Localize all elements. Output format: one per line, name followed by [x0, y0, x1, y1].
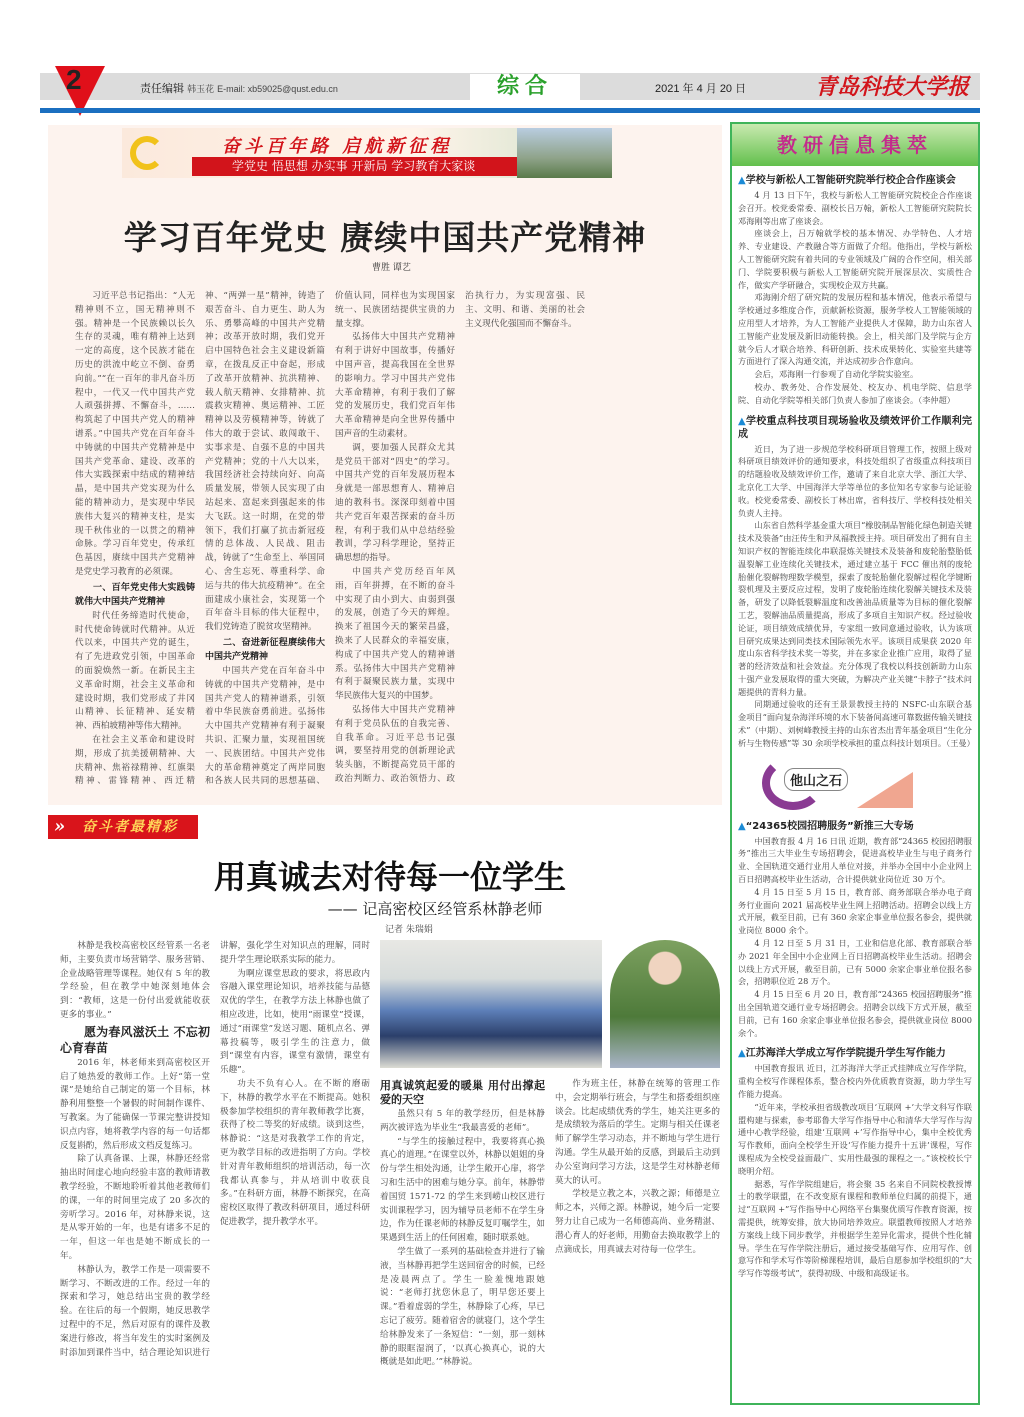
news-title: [738, 174, 972, 187]
paragraph: 学生做了一系列的基础检查并进行了输液，当林静再把学生送回宿舍的时候，已经是凌晨两点了。学生一脸羞愧地跟她说：“老师打扰您休息了，明早您还要上课。”看着虚弱的学生，林静除了心疼，早已忘记了疲劳。随着宿舍的就寝门，这个学生给林静发来了一条短信：“一刻，那一刻林静的眼眶湿润了，‘以真心换真心，说的大概就是如此吧。’”林静说。: [380, 1246, 545, 1368]
editor-email: E-mail: xb59025@qust.edu.cn: [217, 84, 338, 94]
article1-title: 学习百年党史 赓续中国共产党精神: [123, 218, 647, 257]
paragraph: 4 月 13 日下午，我校与新松人工智能研究院校企合作座谈会召开。校党委常委、副校长吕万翰，新松人工智能研究院院长邓海刚等出席了座谈会。: [738, 190, 972, 226]
triangle-icon: ▲: [738, 820, 746, 832]
issue-date: 2021 年 4 月 20 日: [655, 83, 747, 95]
paragraph: 校办、教务处、合作发展处、校友办、机电学院、信息学院、自动化学院等相关部门负责人参加了座谈会。（李仲超）: [738, 381, 972, 405]
article2-subtitle: —— 记高密校区经管系林静老师: [327, 900, 543, 918]
paragraph: 作为班主任，林静在统筹的管理工作中，会定期举行班会，与学生和搭委组织座谈会。比起成绩优秀的学生，她关注更多的是成绩较为落后的学生。定期与相关任课老师了解学生学习动态，并不断地与学生进行沟通。学生从最开始的反感，到最后主动到办公室询问学习方法，这是学生对林静老师莫大的认可。: [555, 1079, 720, 1186]
news-title-text: 江苏海洋大学成立写作学院提升学生写作能力: [745, 1048, 946, 1060]
page-number: 2: [66, 64, 82, 95]
paragraph: 学校是立教之本，兴教之源；师德是立师之本，兴师之源。林静说，她今后一定要努力让自己成为一名师德高尚、业务精湛、潜心育人的好老师，用勤奋去换取教学上的点滴成长，用真诚去对待每一位学生。: [555, 1189, 720, 1255]
article2-body-right: [380, 1078, 720, 1385]
paragraph: 4 月 12 日至 5 月 31 日，工业和信息化部、教育部联合举办 2021 年全国中小企业网上百日招聘高校毕业生活动。招聘会以线上方式开展，截至目前，已有 5000 余家企事业单位报名参会，招聘职位近 28 万个。: [738, 938, 972, 987]
news-title-text: 学校与新松人工智能研究院举行校企合作座谈会: [745, 175, 956, 186]
column-kicker: » 奋斗者最精彩: [48, 815, 198, 839]
sidebar-title: 教研信息集萃: [732, 124, 978, 166]
paragraph: 在社会主义革命和建设时期，形成了抗美援朝精神、大庆精神、焦裕禄精神、红旗渠精神、雷锋精神、西迁精神、“两弹一星”精神，铸造了艰苦奋斗、自力更生、助人为乐、勇攀高峰的中国共产党精神；改革开放时期，我们党开启中国特色社会主义建设新篇章，在拨乱反正中奋起，形成了改革开放精神、抗洪精神、载人航天精神、女排精神、抗震救灾精神、奥运精神、工匠精神以及劳模精神等，铸就了伟大的敢于尝试、敢闯敢干、实事求是、自强不息的中国共产党精神；党的十八大以来，我国经济社会持续向好、向高质量发展，带领人民实现了由站起来、富起来到强起来的伟大飞跃。这一时期，在党的带领下，我们打赢了抗击新冠疫情的总体战、人民战、阻击战，铸就了“生命至上、举国同心、舍生忘死、尊重科学、命运与共的伟大抗疫精神”。在全面建成小康社会，实现第一个百年奋斗目标的伟大征程中，我们党铸造了脱贫攻坚精神。: [75, 291, 325, 787]
sidebar-news-2: [732, 812, 978, 1280]
sidebar-news-1: [732, 166, 978, 750]
teacher-portrait: [610, 940, 720, 1068]
paragraph: 中国共产党在百年奋斗中铸就的中国共产党精神，是中国共产党人的精神谱系，引领着中华民族奋勇前进。弘扬伟大中国共产党精神有利于凝聚共识、汇聚力量，实现祖国统一、民族团结。中国共产党伟大的革命精神奠定了两岸同胞和各族人民共同的思想基础、价值认同，同样也为实现国家统一、民族团结提供宝贵的力量支撑。: [205, 291, 455, 787]
article2-body-left: [60, 940, 370, 1385]
section-heading: 二、奋进新征程赓续伟大中国共产党精神: [205, 637, 325, 662]
editor-name: 韩玉花: [187, 84, 215, 94]
news-title-text: “24365校园招聘服务”新推三大专场: [745, 820, 914, 832]
news-title-text: 学校重点科技项目现场验收及绩效评价工作顺利完成: [738, 415, 972, 440]
paragraph: 功夫不负有心人。在不断的磨砺下，林静的教学水平在不断提高。她积极参加学校组织的青年教师教学比赛，获得了校二等奖的好成绩。谈到这些，林静说：“这是对我教学工作的肯定，更为教学目标的改进指明了方向。学校针对青年教师组织的培训活动，每一次我都认真参与，并从培训中收获良多。”在科研方面，林静不断探究，在高密校区取得了教改科研项目，通过科研促进教学，提升教学水平。: [220, 1078, 370, 1227]
paragraph: 4 月 15 日至 5 月 15 日，教育部、商务部联合举办电子商务行业面向 2021 届高校毕业生网上招聘活动。招聘会以线上方式开展，截至目前，已有 360 余家企事业单位报名参会，提供就业岗位 8000 余个。: [738, 886, 972, 936]
paragraph: 4 月 15 日至 6 月 20 日，教育部“24365 校园招聘服务”推出全国轨道交通行业专场招聘会。招聘会以线下方式开展，截至目前，已有 160 余家企事业单位报名参会，提供就业岗位 8000 余个。: [738, 989, 972, 1038]
paragraph: 山东省自然科学基金重大项目“橡胶制品智能化绿色制造关键技术及装备”由汪传生和尹凤福教授主持。项目研发出了拥有自主知识产权的智能连续化串联混炼关键技术及装备和废轮胎整胎低温裂解工业连续化关键技术，通过建立基于 FCC 催出剂的废轮胎催化裂解物理数学模型，探索了废轮胎催化裂解过程化学键断裂机理及主要反应过程，发明了废轮胎连续化裂解关键技术及装备，研发了以降低裂解温度和改善油品质量等为目标的催化裂解工艺，裂解油品质量提高，形成了多项自主知识产权。经过验收论证，项目绩效成绩优异，专家组一致同意通过验收，认为该项目研究成果达到同类技术国际领先水平。该项目成果获 2020 年度山东省科学技术奖一等奖，并在多家企业推广应用，取得了显著的经济效益和社会效益。充分体现了我校以科技创新助力山东十强产业发展取得的重大突破，为解决产业关键“卡脖子”技术问题提供的青科力量。: [738, 520, 972, 697]
paragraph: “与学生的接触过程中，我要将真心换真心的道理。”在课堂以外，林静以姐姐的身份与学生相处沟通，让学生敞开心扉，将学习和生活中的困难与她分享。前年，林静带着国贸 1571-72 的学生来到崂山校区进行实训课程学习，因为辅导员老师不在学生身边，作为任课老师的林静反复叮嘱学生，如果遇到生活上的任何困难，随时联系她。: [380, 1136, 545, 1244]
paragraph: “近年来，学校承担省级教改项目‘互联网 +’大学文科写作联盟构建与探索，参考耶鲁大学写作指导中心和清华大学写作与沟通中心教学经验，组建‘互联网 +’写作指导中心，集中全校优秀写作教师，面向全校学生开设‘写作能力提升十五讲’课程，写作课程成为全校受益面最广、实用性最强的课程之一。”该校校长宁晓明介绍。: [738, 1101, 972, 1176]
paragraph: 调，要加强人民群众尤其是党员干部对“四史”的学习。中国共产党的百年发展历程本身就是一部思想育人、精神启迪的教科书。深深印刻着中国共产党百年艰苦探索的奋斗历程，有利于我们从中总结经验教训，学习科学理论，坚持正确思想的指导。: [335, 442, 455, 564]
triangle-icon: ▲: [738, 1048, 746, 1060]
tashan-zhishi-logo: [762, 756, 902, 812]
paragraph: 弘扬伟大中国共产党精神有利于党员队伍的自我完善、自我革命。习近平总书记强调，要坚持用党的创新理论武装头脑，不断提高党员干部的政治判断力、政治领悟力、政治执行力，为实现富强、民主、文明、和谐、美丽的社会主义现代化强国而不懈奋斗。: [335, 291, 585, 784]
paragraph: 中国教育报 4 月 16 日讯 近期，教育部“24365 校园招聘服务”推出三大毕业生专场招聘会，促进高校毕业生与电子商务行业、全国轨道交通行业用人单位对接，并举办全国中小企业网上百日招聘高校毕业生活动，合计提供就业岗位近 30 万个。: [738, 835, 972, 885]
section-name: 综合: [470, 74, 580, 100]
paragraph: 同期通过验收的还有王景景教授主持的 NSFC-山东联合基金项目“面向复杂海洋环境的水下装备间高速可靠数据传输关键技术”（中期）、刘树峰教授主持的山东省杰出青年基金项目“生化分析与生物传感”等 30 余项学校承担的重点科技计划项目。（王曼）: [738, 699, 975, 748]
party-emblem-icon: [130, 136, 164, 170]
header-rule: [40, 108, 980, 113]
paragraph: 为啊应课堂思政的要求，将思政内容融入课堂理论知识，培养技能与品德双优的学生，在教学方法上林静也做了相应改进，比如，使用“雨课堂”授课，通过“雨课堂”发送习题、随机点名、弹幕投稿等，吸引学生的注意力，做到“课堂有内容，课堂有激情，课堂有乐趣”。: [220, 968, 370, 1076]
paragraph: 虽然只有 5 年的教学经历，但是林静两次被评选为毕业生“我最喜爱的老师”。: [380, 1109, 545, 1133]
paragraph: 弘扬伟大中国共产党精神有利于讲好中国故事，传播好中国声音，提高我国在全世界的影响力。学习中国共产党伟大革命精神，有利于我们了解党的发展历史，我们党百年伟大革命精神是向全世界传播中国声音的生动素材。: [335, 332, 455, 439]
triangle-icon: ▲: [738, 175, 746, 186]
paragraph: 中国共产党历经百年风雨，百年拼搏，在不断的奋斗中实现了由小到大、由弱到强的发展，创造了今天的辉煌。换来了祖国今天的繁荣昌盛，换来了人民群众的幸福安康，构成了中国共产党人的精神谱系。弘扬伟大中国共产党精神有利于凝聚民族力量，实现中华民族伟大复兴的中国梦。: [335, 566, 455, 702]
banner-slogan: 奋斗百年路 启航新征程: [222, 136, 453, 157]
section-heading: 用真诚筑起爱的暖巢 用付出撑起爱的天空: [380, 1079, 545, 1106]
editor-info: [140, 80, 338, 96]
banner-tagline: 学党史 悟思想 办实事 开新局 学习教育大家谈: [192, 157, 522, 176]
paragraph: 习近平总书记指出：“人无精神则不立，国无精神则不强。精神是一个民族赖以长久生存的灵魂，唯有精神上达到一定的高度，这个民族才能在历史的洪流中屹立不倒、奋勇向前。”“在一百年的非凡奋斗历程中，一代又一代中国共产党人顽强拼搏、不懈奋斗，……构筑起了中国共产党人的精神谱系。”中国共产党在百年奋斗中铸就的中国共产党精神是中国共产党革命、建设、改革的伟大实践探索中结成的精神结晶，是中国共产党实现为什么能的精神动力，是实现中华民族伟大复兴的精神支柱，是实现千秋伟业的一以贯之的精神命脉。学习百年党史，传承红色基因，赓续中国共产党精神是党史学习教育的必须课。: [75, 291, 195, 577]
section-heading: 愿为春风滋沃土 不忘初心育春苗: [60, 1024, 210, 1055]
triangle-decor: [857, 772, 913, 808]
newspaper-title: 青岛科技大学报: [815, 74, 970, 100]
section-heading: 一、百年党史伟大实践铸就伟大中国共产党精神: [75, 582, 195, 607]
article2-reporter: 记者 朱瑞娟: [385, 925, 433, 935]
paragraph: 邓海刚介绍了研究院的发展历程和基本情况，他表示希望与学校通过多维度合作，贡献新松资源，服务学校人工智能领域的应用型人才培养，为人工智能产业提供人才保障，助力山东省人工智能产业发展及新旧动能转换。会上，相关部门及学院与企方就今后人才联合培养、科研创新、技术成果转化、实验室共建等方面进行了深入沟通交流，并达成初步合作意向。: [738, 292, 972, 367]
news-title: [738, 415, 972, 441]
article1-body: [75, 290, 715, 800]
party-history-banner: [122, 128, 612, 178]
triangle-icon: ▲: [738, 415, 746, 427]
paragraph: 时代任务缔造时代使命，时代使命铸就时代精神。从近代以来，中国共产党的诞生，有了先进政党引领，中国革命的面貌焕然一新。在新民主主义革命时期，社会主义革命和建设时期，我们党形成了井冈山精神、长征精神、延安精神、西柏坡精神等伟大精神。: [75, 610, 195, 732]
paragraph: 座谈会上，吕万翰就学校的基本情况、办学特色、人才培养、专业建设、产教融合等方面做了介绍。他指出，学校与新松人工智能研究院有着共同的专业领域及广阔的合作空间，相关部门、学院要积极与新松人工智能研究院开展深层次、实质性合作，做实产学研融合，实现校企双方共赢。: [738, 228, 972, 290]
sidebar: [730, 122, 980, 1405]
group-photo: [380, 940, 602, 1068]
paragraph: 近日，为了进一步规范学校科研项目管理工作，按照上级对科研项目绩效评价的通知要求，科技处组织了省级重点科技项目的结题验收及绩效评价工作，邀请了来自北京大学、浙江大学、北京化工大学、中国海洋大学等单位的多位知名专家参与论证验收。校党委常委、副校长丁林出席，省科技厅、学校科技处相关负责人主持。: [738, 443, 972, 518]
paragraph: 林静认为，教学工作是一项需要不断学习、不断改进的工作。经过一年的探索和学习，她总结出宝贵的教学经验。在往后的每一个假期，她反思教学过程中的不足，然后对原有的课件及教案进行修改，将当年发生的实时案例及时添加到课件当中，结合理论知识进行讲解，强化学生对知识点的理解，同时提升学生理论联系实际的能力。: [60, 941, 370, 1358]
article2-title: 用真诚去对待每一位学生: [213, 858, 566, 896]
paragraph: 除了认真备课、上课，林静还经常抽出时间虚心地向经验丰富的教师请教教学经验，不断地聆听着其他老教师们的课，一年的时间里完成了 20 多次的旁听学习。2016 年，对林静来说，这是从零开始的一年，也是有诸多不足的一年，但这一年也是她不断成长的一年。: [60, 1154, 210, 1261]
paragraph: 会后，邓海刚一行参观了自动化学院实验室。: [754, 369, 919, 380]
news-title: [738, 820, 972, 833]
paragraph: 林静是我校高密校区经管系一名老师，主要负责市场营销学、服务营销、企业战略管理等课程。她仅有 5 年的教学经验，但在教学中她深刻地体会到：“教师，这是一份付出爱就能收获更多的事业。”: [60, 941, 210, 1020]
paragraph: 中国教育报讯 近日，江苏海洋大学正式挂牌成立写作学院，重构全校写作课程体系，整合校内外优质教育资源，助力学生写作能力提高。: [738, 1063, 972, 1100]
paragraph: 据悉，写作学院组建后，将会聚 35 名来自不同院校教授博士的教学联盟，在不改变原有课程和教师单位归属的前提下，通过“互联网 +”写作指导中心网络平台集聚优质写作教育资源，按需提供，统筹安排，放大协同培养效应。联盟教师按照人才培养方案线上线下同步教学，并根据学生差异化需求，提供个性化辅导。学生在写作学院注册后，通过接受基础写作、应用写作、创意写作和学术写作等阶梯课程培训，最后自愿参加学校组织的“大学写作等级考试”，获得初级、中级和高级证书。: [738, 1178, 972, 1279]
campus-photo: [517, 128, 612, 178]
logo-text: 他山之石: [784, 768, 848, 791]
editor-label: 责任编辑: [140, 83, 184, 95]
article1-byline: 曹胜 谭艺: [372, 263, 411, 273]
paragraph: 2016 年，林老师来到高密校区开启了她热爱的教师工作。上好“第一堂课”是她给自己制定的第一个目标，林静利用整整一个暑假的时间制作课件、写教案。为了能确保一节课完整讲授知识点内容，她将教学内容的每一句话都反复斟酌，然后形成文档反复练习。: [60, 1057, 210, 1151]
news-title: [738, 1047, 972, 1060]
